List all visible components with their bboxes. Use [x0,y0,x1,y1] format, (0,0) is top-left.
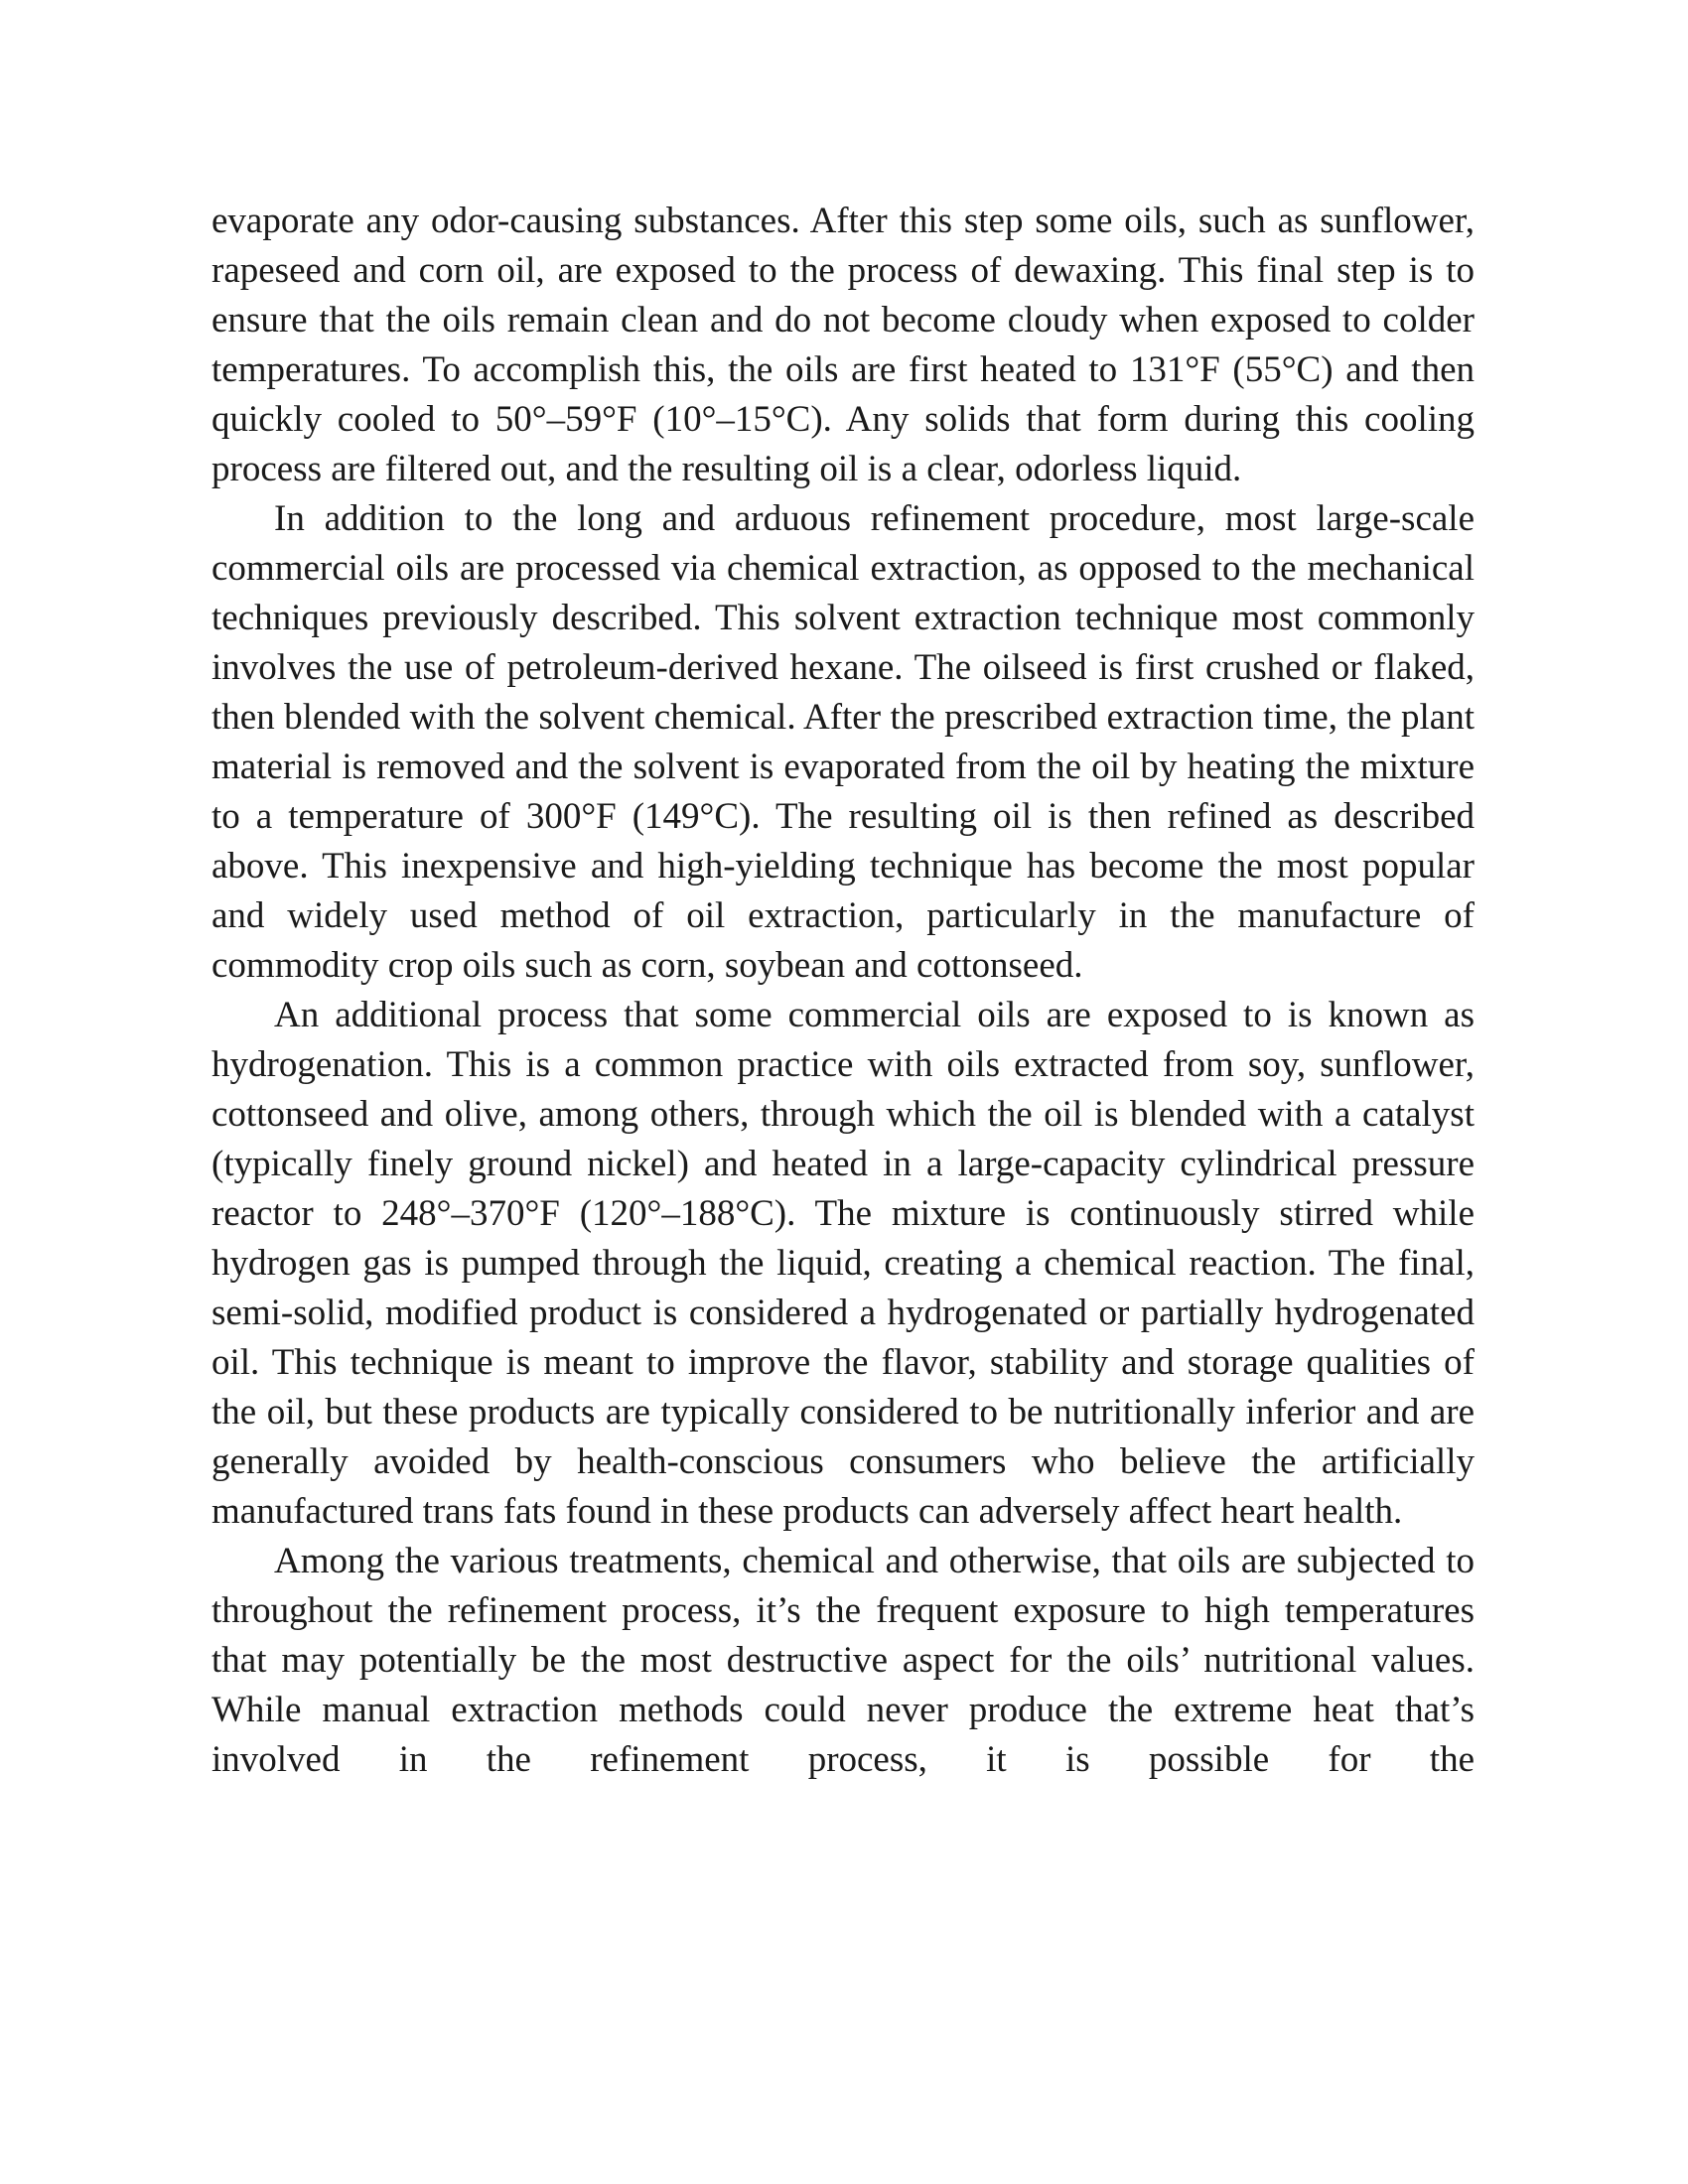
paragraph-dewaxing: evaporate any odor-causing substances. After this step some oils, such as sunflower, rapeseed and corn oil, are exposed to the process of dewaxing. This final step is to ensure that the oils remain clean and do not become cloudy when exposed to colder temperatures. To accomplish this, the oils are first heated to 131°F (55°C) and then quickly cooled to 50°–59°F (10°–15°C). Any solids that form during this cooling process are filtered out, and the resulting oil is a clear, odorless liquid. [211,201,1475,489]
paragraph-high-temperatures: Among the various treatments, chemical and otherwise, that oils are subjected to throughout the refinement process, it’s the frequent exposure to high temperatures that may potentially be the most destructive aspect for the oils’ nutritional values. While manual extraction methods could never produce the extreme heat that’s involved in the refinement process, it is possible for the [211,1541,1475,1780]
paragraph-chemical-extraction: In addition to the long and arduous refinement procedure, most large-scale commercial oils are processed via chemical extraction, as opposed to the mechanical techniques previously described. This solvent extraction technique most commonly involves the use of petroleum-derived hexane. The oilseed is first crushed or flaked, then blended with the solvent chemical. After the prescribed extraction time, the plant material is removed and the solvent is evaporated from the oil by heating the mixture to a temperature of 300°F (149°C). The resulting oil is then refined as described above. This inexpensive and high-yielding technique has become the most popular and widely used method of oil extraction, particularly in the manufacture of commodity crop oils such as corn, soybean and cottonseed. [211,498,1475,986]
paragraph-hydrogenation: An additional process that some commercial oils are exposed to is known as hydrogenation. This is a common practice with oils extracted from soy, sunflower, cottonseed and olive, among others, through which the oil is blended with a catalyst (typically finely ground nickel) and heated in a large-capacity cylindrical pressure reactor to 248°–370°F (120°–188°C). The mixture is continuously stirred while hydrogen gas is pumped through the liquid, creating a chemical reaction. The final, semi-solid, modified product is considered a hydrogenated or partially hydrogenated oil. This technique is meant to improve the flavor, stability and storage qualities of the oil, but these products are typically considered to be nutritionally inferior and are generally avoided by health-conscious consumers who believe the artificially manufactured trans fats found in these products can adversely affect heart health. [211,995,1475,1532]
page-body [211,197,1475,1785]
